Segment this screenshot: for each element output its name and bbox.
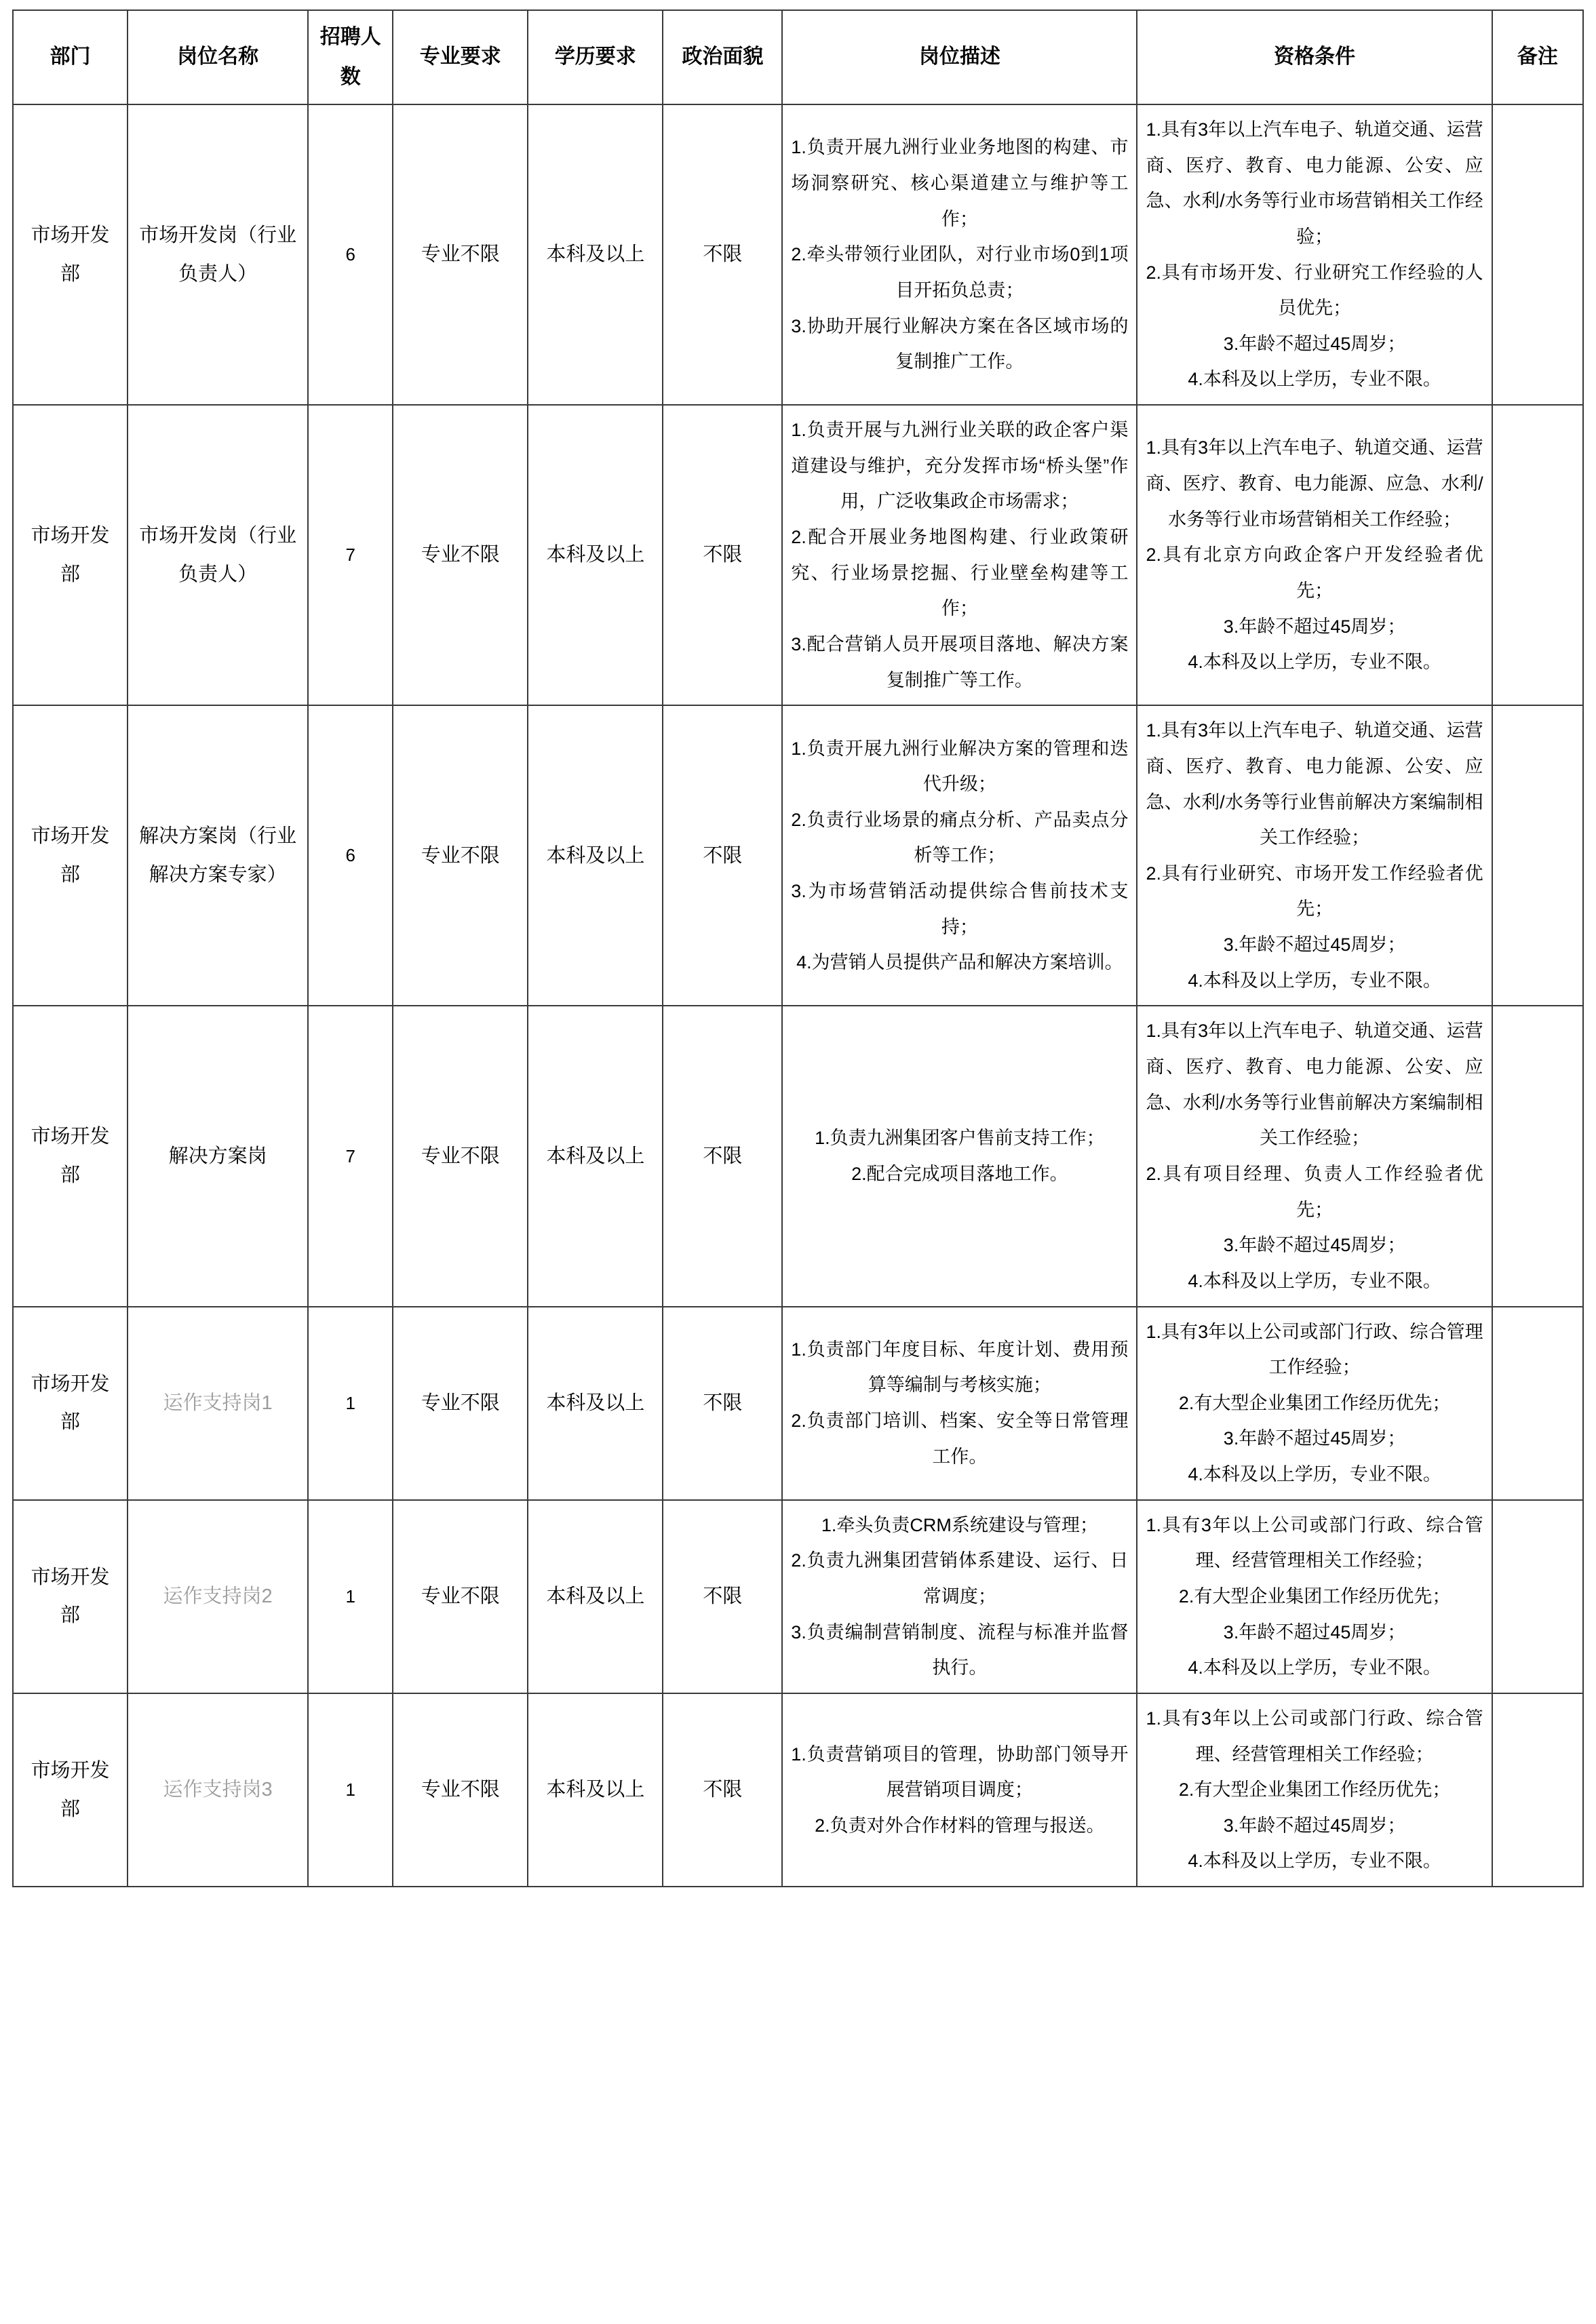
cell-job-description [782, 1693, 1137, 1887]
cell-job-description-line: 2.负责行业场景的痛点分析、产品卖点分析等工作； [791, 809, 1129, 866]
cell-education: 本科及以上 [528, 705, 663, 1006]
cell-job-title: 运作支持岗1 [128, 1307, 308, 1500]
cell-job-title: 运作支持岗2 [128, 1500, 308, 1693]
cell-political-status: 不限 [663, 705, 782, 1006]
cell-job-description-line: 1.负责开展与九洲行业关联的政企客户渠道建设与维护，充分发挥市场“桥头堡”作用，广泛收集政企市场需求； [791, 420, 1129, 512]
table-header [13, 10, 1583, 104]
cell-qualifications-line: 1.具有3年以上汽车电子、轨道交通、运营商、医疗、教育、电力能源、公安、应急、水利/水务等行业售前解决方案编制相关工作经验； [1146, 1021, 1483, 1149]
cell-qualifications-line: 1.具有3年以上汽车电子、轨道交通、运营商、医疗、教育、电力能源、公安、应急、水利/水务等行业市场营销相关工作经验； [1146, 119, 1483, 247]
cell-education: 本科及以上 [528, 1006, 663, 1306]
cell-job-title: 解决方案岗 [128, 1006, 308, 1306]
cell-department: 市场开发部 [13, 1006, 128, 1306]
cell-department: 市场开发部 [13, 1307, 128, 1500]
cell-major: 专业不限 [393, 405, 528, 705]
cell-department: 市场开发部 [13, 104, 128, 405]
cell-qualifications-line: 2.具有市场开发、行业研究工作经验的人员优先； [1146, 262, 1483, 319]
cell-job-title: 运作支持岗3 [128, 1693, 308, 1887]
cell-job-description-line: 2.配合开展业务地图构建、行业政策研究、行业场景挖掘、行业壁垒构建等工作； [791, 527, 1129, 619]
cell-education: 本科及以上 [528, 1693, 663, 1887]
cell-qualifications-line: 1.具有3年以上公司或部门行政、综合管理工作经验； [1146, 1321, 1483, 1378]
cell-job-title: 市场开发岗（行业负责人） [128, 104, 308, 405]
cell-political-status: 不限 [663, 104, 782, 405]
cell-job-description [782, 1006, 1137, 1306]
cell-job-description [782, 705, 1137, 1006]
column-header-major: 专业要求 [393, 10, 528, 104]
column-header-job-description: 岗位描述 [782, 10, 1137, 104]
cell-job-description [782, 104, 1137, 405]
cell-qualifications-line: 3.年龄不超过45周岁； [1223, 1621, 1406, 1642]
cell-political-status: 不限 [663, 1693, 782, 1887]
cell-job-description [782, 405, 1137, 705]
cell-job-description-line: 3.负责编制营销制度、流程与标准并监督执行。 [791, 1621, 1129, 1678]
cell-major: 专业不限 [393, 1693, 528, 1887]
column-header-headcount: 招聘人数 [308, 10, 393, 104]
cell-remarks [1492, 1006, 1583, 1306]
table-row [13, 1500, 1583, 1693]
cell-qualifications-line: 2.有大型企业集团工作经历优先； [1178, 1392, 1451, 1413]
table-row [13, 405, 1583, 705]
cell-qualifications-line: 2.具有行业研究、市场开发工作经验者优先； [1146, 863, 1483, 920]
cell-job-description-line: 1.负责开展九洲行业业务地图的构建、市场洞察研究、核心渠道建立与维护等工作； [791, 137, 1129, 229]
cell-job-title: 解决方案岗（行业解决方案专家） [128, 705, 308, 1006]
cell-qualifications-line: 3.年龄不超过45周岁； [1223, 1428, 1406, 1449]
cell-education: 本科及以上 [528, 104, 663, 405]
cell-qualifications [1137, 1307, 1492, 1500]
cell-job-title: 市场开发岗（行业负责人） [128, 405, 308, 705]
cell-political-status: 不限 [663, 1500, 782, 1693]
cell-major: 专业不限 [393, 1006, 528, 1306]
cell-job-description-line: 1.负责开展九洲行业解决方案的管理和迭代升级； [791, 738, 1129, 795]
column-header-job-title: 岗位名称 [128, 10, 308, 104]
cell-job-description-line: 2.负责九洲集团营销体系建设、运行、日常调度； [791, 1550, 1129, 1607]
cell-job-description-line: 3.为市场营销活动提供综合售前技术支持； [791, 881, 1129, 937]
cell-remarks [1492, 1500, 1583, 1693]
cell-education: 本科及以上 [528, 405, 663, 705]
cell-education: 本科及以上 [528, 1307, 663, 1500]
cell-qualifications-line: 4.本科及以上学历，专业不限。 [1188, 652, 1441, 673]
cell-remarks [1492, 405, 1583, 705]
cell-qualifications-line: 4.本科及以上学历，专业不限。 [1188, 369, 1441, 390]
cell-remarks [1492, 705, 1583, 1006]
cell-qualifications [1137, 1500, 1492, 1693]
cell-major: 专业不限 [393, 1500, 528, 1693]
cell-qualifications-line: 1.具有3年以上汽车电子、轨道交通、运营商、医疗、教育、电力能源、应急、水利/水务等行业市场营销相关工作经验； [1146, 437, 1483, 530]
cell-political-status: 不限 [663, 405, 782, 705]
cell-job-description-line: 1.负责营销项目的管理，协助部门领导开展营销项目调度； [791, 1744, 1129, 1800]
cell-qualifications-line: 4.本科及以上学历，专业不限。 [1188, 1270, 1441, 1291]
cell-remarks [1492, 1307, 1583, 1500]
cell-qualifications-line: 2.具有项目经理、负责人工作经验者优先； [1146, 1163, 1483, 1220]
cell-headcount: 7 [308, 1006, 393, 1306]
table-row [13, 104, 1583, 405]
cell-qualifications-line: 3.年龄不超过45周岁； [1223, 934, 1406, 956]
cell-major: 专业不限 [393, 104, 528, 405]
recruitment-table [12, 9, 1584, 1887]
cell-political-status: 不限 [663, 1006, 782, 1306]
cell-political-status: 不限 [663, 1307, 782, 1500]
table-body [13, 104, 1583, 1887]
cell-qualifications [1137, 104, 1492, 405]
cell-headcount: 6 [308, 104, 393, 405]
cell-qualifications-line: 3.年龄不超过45周岁； [1223, 1235, 1406, 1256]
cell-remarks [1492, 1693, 1583, 1887]
cell-qualifications [1137, 705, 1492, 1006]
column-header-remarks: 备注 [1492, 10, 1583, 104]
table-header-row [13, 10, 1583, 104]
cell-job-description-line: 1.负责九洲集团客户售前支持工作； [815, 1128, 1105, 1149]
cell-qualifications-line: 1.具有3年以上公司或部门行政、综合管理、经营管理相关工作经验； [1146, 1708, 1483, 1765]
cell-headcount: 6 [308, 705, 393, 1006]
column-header-education: 学历要求 [528, 10, 663, 104]
cell-qualifications-line: 3.年龄不超过45周岁； [1223, 616, 1406, 637]
cell-remarks [1492, 104, 1583, 405]
cell-headcount: 1 [308, 1500, 393, 1693]
cell-qualifications-line: 3.年龄不超过45周岁； [1223, 1815, 1406, 1836]
cell-job-description-line: 2.负责对外合作材料的管理与报送。 [815, 1815, 1105, 1836]
cell-qualifications-line: 4.本科及以上学历，专业不限。 [1188, 970, 1441, 991]
cell-department: 市场开发部 [13, 705, 128, 1006]
cell-job-description-line: 2.牵头带领行业团队，对行业市场0到1项目开拓负总责； [791, 244, 1129, 300]
cell-job-description-line: 1.负责部门年度目标、年度计划、费用预算等编制与考核实施； [791, 1339, 1129, 1396]
cell-qualifications-line: 1.具有3年以上公司或部门行政、综合管理、经营管理相关工作经验； [1146, 1514, 1483, 1571]
cell-major: 专业不限 [393, 1307, 528, 1500]
cell-qualifications [1137, 1693, 1492, 1887]
cell-education: 本科及以上 [528, 1500, 663, 1693]
cell-major: 专业不限 [393, 705, 528, 1006]
cell-job-description-line: 4.为营销人员提供产品和解决方案培训。 [796, 952, 1123, 973]
table-row [13, 705, 1583, 1006]
cell-qualifications-line: 4.本科及以上学历，专业不限。 [1188, 1657, 1441, 1678]
cell-job-description [782, 1500, 1137, 1693]
cell-department: 市场开发部 [13, 1500, 128, 1693]
column-header-political-status: 政治面貌 [663, 10, 782, 104]
cell-job-description [782, 1307, 1137, 1500]
cell-job-description-line: 3.配合营销人员开展项目落地、解决方案复制推广等工作。 [791, 633, 1129, 690]
cell-headcount: 1 [308, 1307, 393, 1500]
cell-qualifications-line: 2.具有北京方向政企客户开发经验者优先； [1146, 545, 1483, 601]
cell-job-description-line: 1.牵头负责CRM系统建设与管理； [821, 1514, 1098, 1535]
cell-department: 市场开发部 [13, 405, 128, 705]
table-row [13, 1006, 1583, 1306]
column-header-qualifications: 资格条件 [1137, 10, 1492, 104]
cell-job-description-line: 2.负责部门培训、档案、安全等日常管理工作。 [791, 1411, 1129, 1467]
table-row [13, 1693, 1583, 1887]
cell-qualifications-line: 2.有大型企业集团工作经历优先； [1178, 1779, 1451, 1800]
cell-job-description-line: 3.协助开展行业解决方案在各区域市场的复制推广工作。 [791, 315, 1129, 372]
cell-qualifications-line: 4.本科及以上学历，专业不限。 [1188, 1464, 1441, 1485]
cell-headcount: 1 [308, 1693, 393, 1887]
cell-headcount: 7 [308, 405, 393, 705]
column-header-department: 部门 [13, 10, 128, 104]
cell-qualifications-line: 4.本科及以上学历，专业不限。 [1188, 1851, 1441, 1872]
table-row [13, 1307, 1583, 1500]
cell-department: 市场开发部 [13, 1693, 128, 1887]
cell-qualifications-line: 3.年龄不超过45周岁； [1223, 333, 1406, 354]
cell-qualifications [1137, 1006, 1492, 1306]
cell-qualifications-line: 2.有大型企业集团工作经历优先； [1178, 1586, 1451, 1607]
cell-qualifications [1137, 405, 1492, 705]
cell-job-description-line: 2.配合完成项目落地工作。 [851, 1163, 1068, 1184]
cell-qualifications-line: 1.具有3年以上汽车电子、轨道交通、运营商、医疗、教育、电力能源、公安、应急、水利/水务等行业售前解决方案编制相关工作经验； [1146, 720, 1483, 848]
